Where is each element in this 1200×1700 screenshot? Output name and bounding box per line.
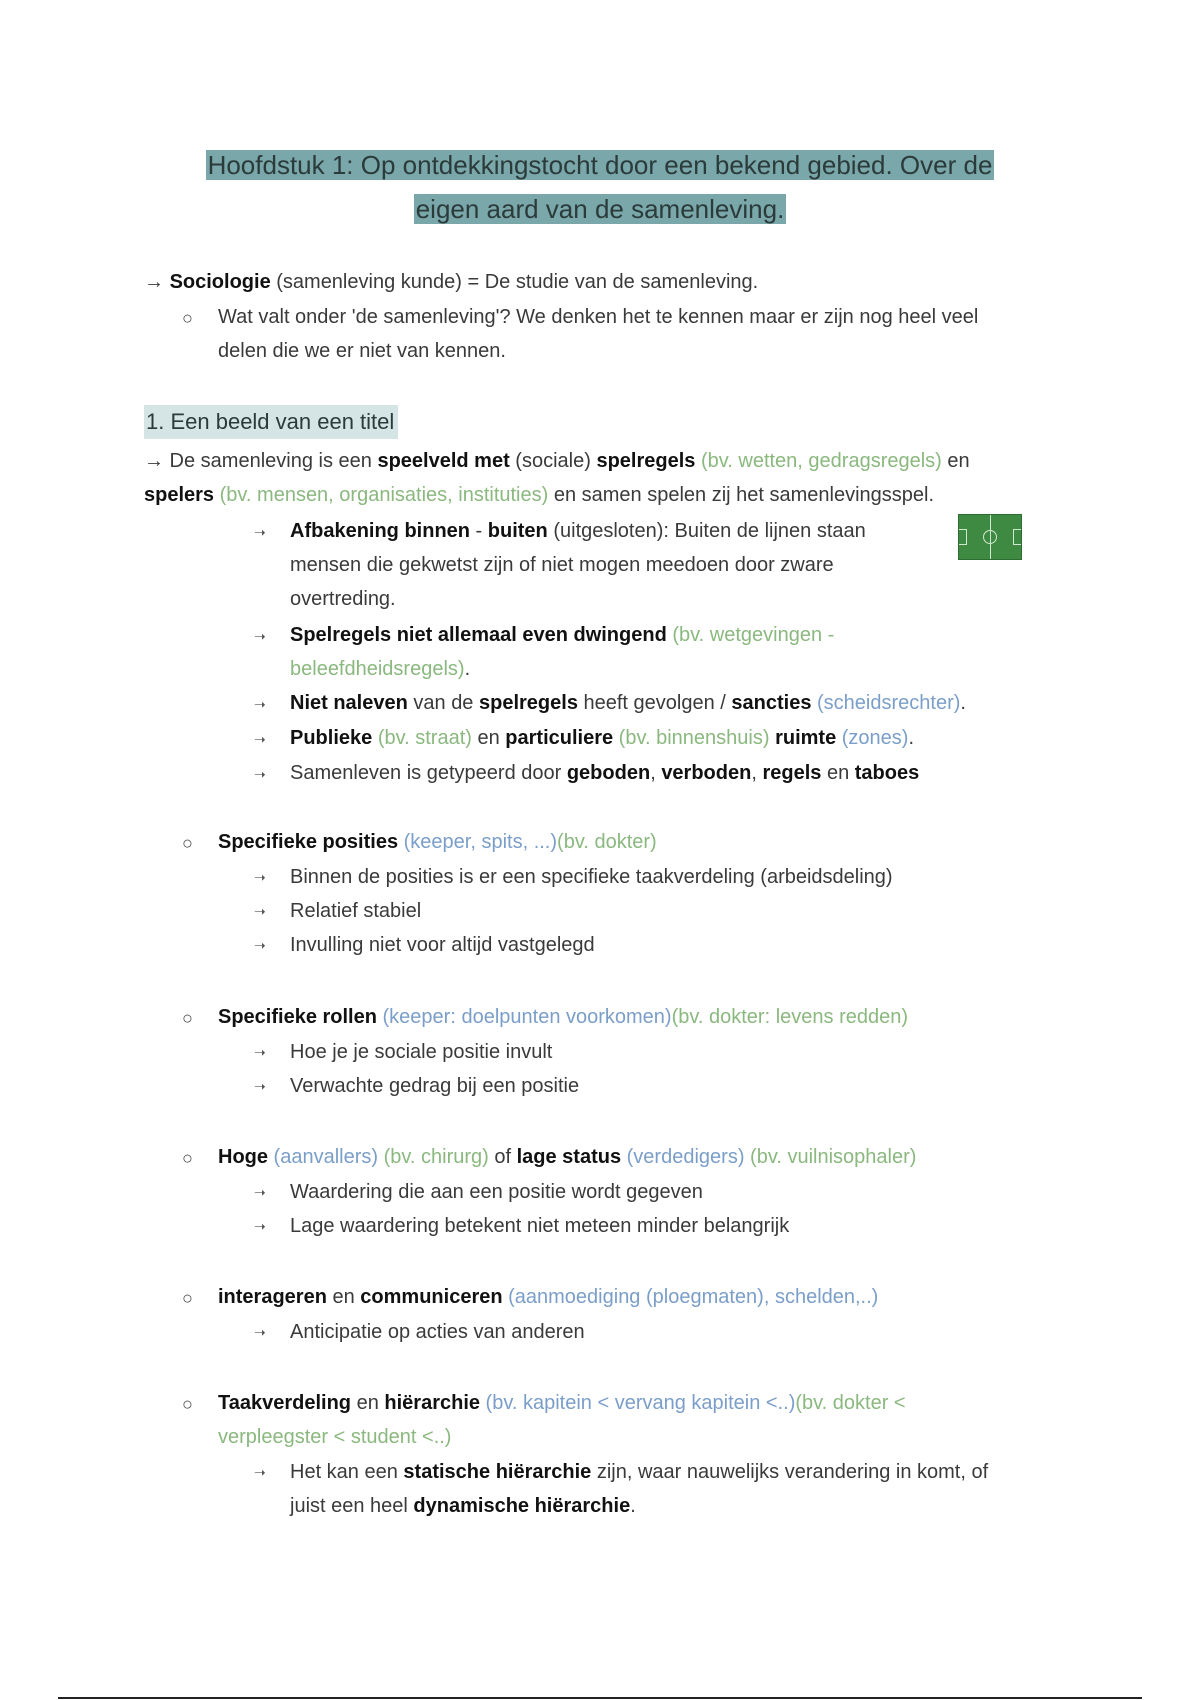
circle-bullet-icon: ○: [182, 1288, 193, 1308]
arrow-bullet-icon: ➝: [254, 628, 266, 644]
intro-sub-line-1: Wat valt onder 'de samenleving'? We denken het te kennen maar er zijn nog heel veel: [218, 306, 979, 328]
intro-line: → Sociologie (samenleving kunde) = De studie van de samenleving.: [144, 271, 759, 293]
football-field-image: [958, 514, 1022, 560]
title-line-2: eigen aard van de samenleving.: [415, 194, 785, 224]
arrow-bullet-icon: ➝: [254, 1184, 266, 1200]
list-item: Anticipatie op acties van anderen: [290, 1321, 585, 1343]
list-item: Relatief stabiel: [290, 900, 422, 922]
circle-bullet-icon: ○: [182, 1148, 193, 1168]
topic-heading: Specifieke rollen (keeper: doelpunten voorkomen)(bv. dokter: levens redden): [218, 1006, 909, 1028]
circle-bullet-icon: ○: [182, 1008, 193, 1028]
list-item: Niet naleven van de spelregels heeft gevolgen / sancties (scheidsrechter).: [290, 692, 966, 714]
list-item: Binnen de posities is er een specifieke taakverdeling (arbeidsdeling): [290, 866, 893, 888]
topic-heading: Specifieke posities (keeper, spits, ...)(bv. dokter): [218, 831, 657, 853]
section-heading: 1. Een beeld van een titel: [144, 405, 398, 439]
list-item: Afbakening binnen - buiten (uitgesloten): Buiten de lijnen staan mensen die gekwetst zijn of niet mogen meedoen door zware overtreding.: [290, 520, 866, 610]
circle-bullet-icon: ○: [182, 1394, 193, 1414]
list-item: Hoe je je sociale positie invult: [290, 1041, 553, 1063]
arrow-bullet-icon: ➝: [254, 696, 266, 712]
section-paragraph: → De samenleving is een speelveld met (sociale) spelregels (bv. wetten, gedragsregels) en spelers (bv. mensen, organisaties, instituties) en samen spelen zij het samenlevingsspel.: [144, 450, 970, 506]
arrow-bullet-icon: ➝: [254, 1078, 266, 1094]
topic-heading: interageren en communiceren (aanmoediging (ploegmaten), schelden,..): [218, 1286, 879, 1308]
arrow-bullet-icon: ➝: [254, 1324, 266, 1340]
title-line-1: Hoofdstuk 1: Op ontdekkingstocht door een bekend gebied. Over de: [207, 150, 993, 180]
arrow-bullet-icon: ➝: [254, 869, 266, 885]
list-item: Invulling niet voor altijd vastgelegd: [290, 934, 595, 956]
circle-bullet-icon: ○: [182, 833, 193, 853]
arrow-bullet-icon: ➝: [254, 937, 266, 953]
topic-heading: Hoge (aanvallers) (bv. chirurg) of lage status (verdedigers) (bv. vuilnisophaler): [218, 1146, 917, 1168]
circle-bullet-icon: ○: [182, 308, 193, 328]
intro-sub-line-2: delen die we er niet van kennen.: [218, 340, 506, 362]
arrow-bullet-icon: ➝: [254, 903, 266, 919]
list-item: Het kan een statische hiërarchie zijn, waar nauwelijks verandering in komt, of juist een heel dynamische hiërarchie.: [290, 1461, 989, 1517]
topic-heading: Taakverdeling en hiërarchie (bv. kapitein < vervang kapitein <..)(bv. dokter < verpleegster < student <..): [218, 1392, 906, 1448]
arrow-bullet-icon: ➝: [254, 524, 266, 540]
arrow-bullet-icon: ➝: [254, 731, 266, 747]
arrow-icon: →: [144, 450, 164, 472]
arrow-icon: →: [144, 271, 164, 293]
page-title: [120, 143, 1080, 231]
list-item: Lage waardering betekent niet meteen minder belangrijk: [290, 1215, 790, 1237]
page-bottom-rule: [58, 1697, 1142, 1699]
list-item: Waardering die aan een positie wordt gegeven: [290, 1181, 703, 1203]
arrow-bullet-icon: ➝: [254, 1464, 266, 1480]
arrow-bullet-icon: ➝: [254, 766, 266, 782]
arrow-bullet-icon: ➝: [254, 1218, 266, 1234]
list-item: Spelregels niet allemaal even dwingend (bv. wetgevingen - beleefdheidsregels).: [290, 624, 835, 680]
arrow-bullet-icon: ➝: [254, 1044, 266, 1060]
list-item: Samenleven is getypeerd door geboden, verboden, regels en taboes: [290, 762, 920, 784]
list-item: Verwachte gedrag bij een positie: [290, 1075, 580, 1097]
list-item: Publieke (bv. straat) en particuliere (bv. binnenshuis) ruimte (zones).: [290, 727, 914, 749]
